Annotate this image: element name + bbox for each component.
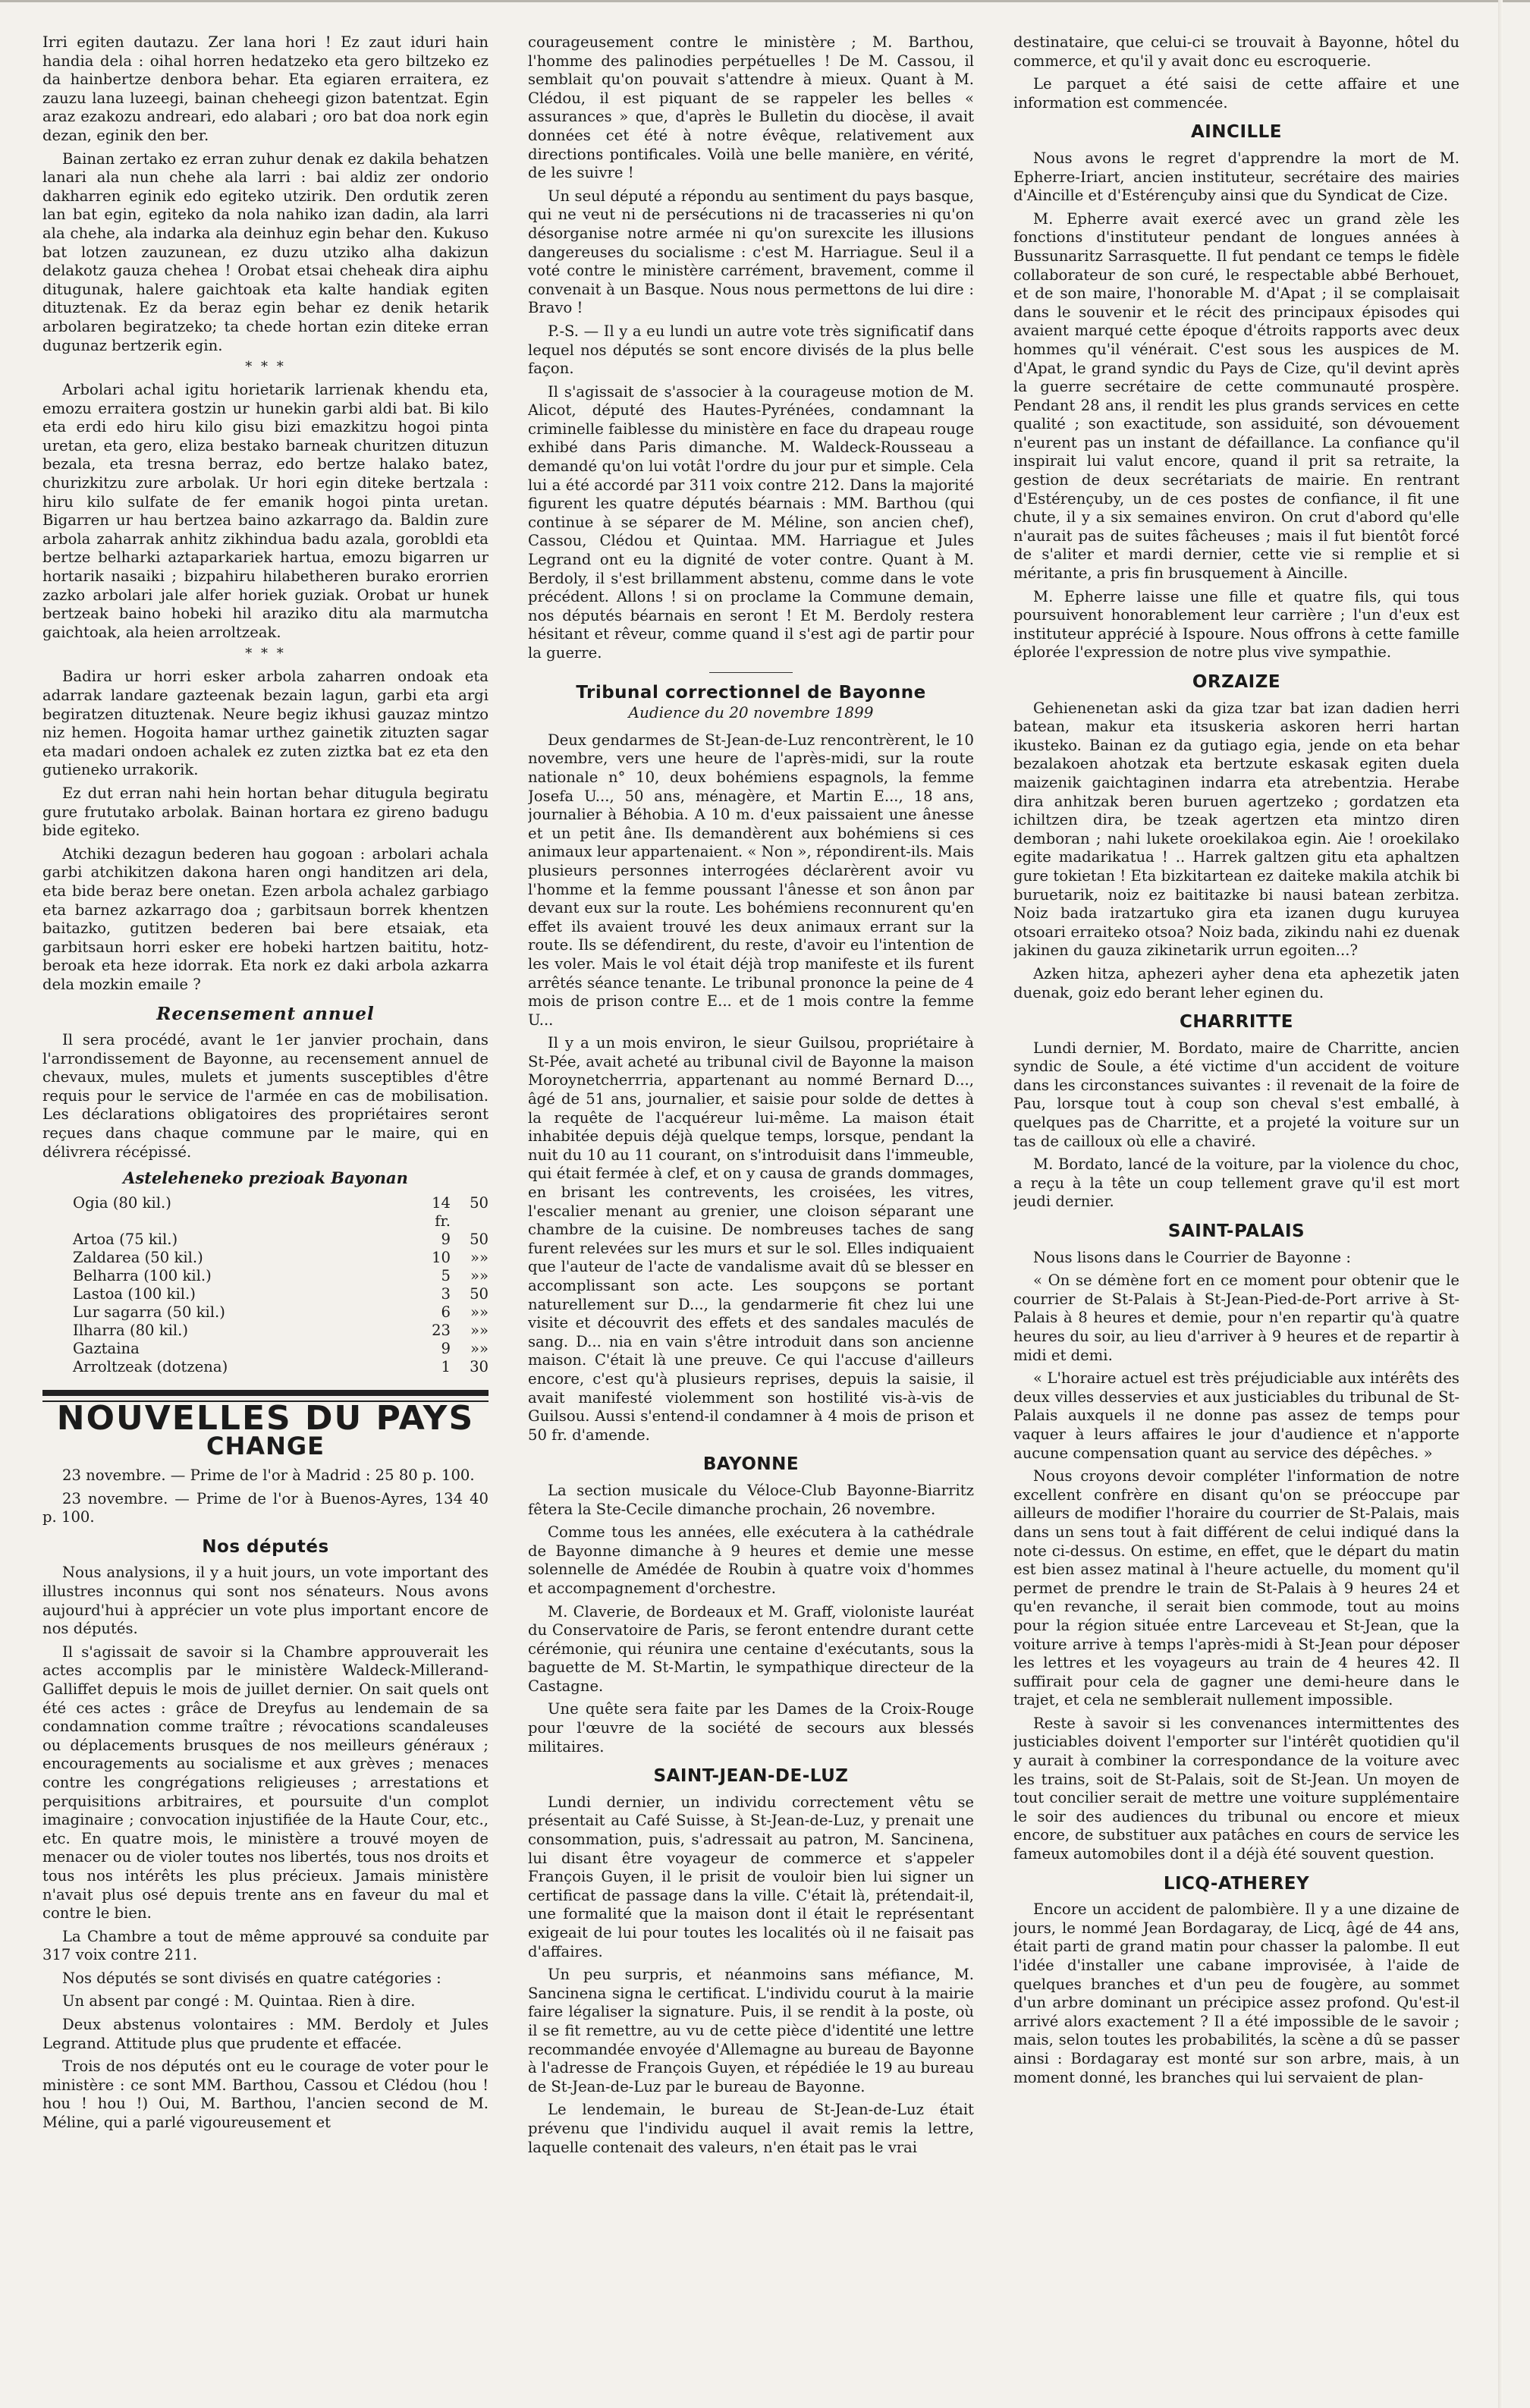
paragraph: Azken hitza, aphezeri ayher dena eta aphezetik jaten duenak, goiz edo berant leher eginen du.	[1013, 964, 1459, 1001]
paragraph: Nos députés se sont divisés en quatre catégories :	[62, 1969, 441, 1987]
paragraph: Ez dut erran nahi hein hortan behar ditugula begiratu gure frututako arbolak. Bainan hortara ez gireno badugu bide egiteko.	[42, 784, 489, 840]
price-row	[42, 1267, 489, 1285]
column-2	[528, 33, 974, 2378]
price-cents: »»	[470, 1303, 489, 1321]
section-title-recensement: Recensement annuel	[156, 1003, 375, 1024]
column-3	[1013, 33, 1459, 2378]
price-item: Arroltzeak (dotzena)	[73, 1357, 228, 1375]
paragraph: Atchiki dezagun bederen hau gogoan : arbolari achala garbi atchikitzen dakona haren ongi handitzen ari dela, eta bide beraz bere onetan. Ezen arbola achalez garbiago eta barnez azkarrago doa ; garbitsaun borrek khentzen baitazko, gutitzen bederen bai bere etsaiak, eta garbitsaun horri esker ere hobeki hartzen baititu, hotz-beroak eta heze idorrak. Eta nork ez daki arbola azkarra dela mozkin emaile ?	[42, 844, 489, 993]
paragraph: P.-S. — Il y a eu lundi un autre vote très significatif dans lequel nos députés se sont encore divisés de la plus belle façon.	[528, 322, 974, 378]
paragraph: Encore un accident de palombière. Il y a une dizaine de jours, le nommé Jean Bordagaray, de Licq, âgé de 44 ans, était parti de grand matin pour chasser la palombe. Il eut l'idée d'installer une cabane improvisée, à l'aide de quelques branches et d'un peu de fougère, au sommet d'un arbre dominant un précipice assez profond. Qu'est-il arrivé alors exactement ? Il a été impossible de le savoir ; mais, selon toutes les probabilités, la scène a dû se passer ainsi : Bordagaray est monté sur son arbre, mais, à un moment donné, les branches qui lui servaient de plan-	[1013, 1900, 1459, 2086]
section-title-aincille: AINCILLE	[1190, 122, 1283, 143]
top-edge-rule	[0, 0, 1530, 2]
paragraph: « On se démène fort en ce moment pour obtenir que le courrier de St-Palais à St-Jean-Pied-de-Port arrive à St-Palais à 8 heures et demie, pour n'en repartir qu'à quatre heures du soir, au lieu d'arriver à 9 heures et de repartir à midi et demi.	[1013, 1272, 1459, 1364]
divider	[709, 672, 793, 673]
price-cents: 50	[470, 1230, 489, 1248]
paragraph: « L'horaire actuel est très préjudiciable aux intérêts des deux villes desservies et aux justiciables du tribunal de St-Palais auxquels il ne donne pas assez de temps pour vaquer à leurs affaires le jour d'audience et n'apporte aucune compensation quant au service des dépêches. »	[1013, 1369, 1459, 1462]
paragraph: 23 novembre. — Prime de l'or à Buenos-Ayres, 134 40 p. 100.	[42, 1489, 489, 1526]
price-cents: 30	[470, 1357, 489, 1375]
price-value: 1	[441, 1357, 451, 1375]
price-cents: 50	[470, 1284, 489, 1303]
paragraph: M. Bordato, lancé de la voiture, par la violence du choc, a reçu à la tête un coup tellement grave qu'il est mort jeudi dernier.	[1013, 1155, 1459, 1211]
paragraph: Un peu surpris, et néanmoins sans méfiance, M. Sancinena signa le certificat. L'individu courut à la mairie faire légaliser la signature. Puis, il se rendit à la poste, où il se fit remettre, au vu de cette pièce d'identité une lettre recommandée envoyée d'Allemagne au bureau de Bayonne à l'adresse de François Guyen, et répédiée le 19 au bureau de St-Jean-de-Luz par le bureau de Bayonne.	[528, 1966, 974, 2095]
price-cents: »»	[470, 1248, 489, 1266]
price-item: Belharra (100 kil.)	[73, 1266, 212, 1284]
paragraph: Arbolari achal igitu horietarik larrienak khendu eta, emozu erraitera gostzin ur hunekin garbi aldi bat. Bi kilo eta erdi edo hiru kilo gisu bizi emazkitzu hogoi pinta uretan, eta gero, eliza bestako barneak churitzen dituzun bezala, eta tresna berraz, edo bertze halako batez, churizkitzu zure arbolak. Ur hori egin diteke bertzala : hiru kilo sulfate de fer emanik hogoi pinta uretan. Bigarren ur hau bertzea baino azkarrago da. Baldin zure arbola zaharrak anhitz zikhindua badu azala, gorobldi eta bertze belharki aztaparkariek hartua, emozu bigarren ur hortarik nasaiki ; bizpahiru hilabetheren burako erorrien zazko arbolari jale alfer horiek guziak. Orobat ur hunek bertzeak baino hobeki hil araziko ditu ala marmutcha gaichtoak, ala heien arroltzeak.	[42, 381, 489, 641]
paragraph: Une quête sera faite par les Dames de la Croix-Rouge pour l'œuvre de la société de secours aux blessés militaires.	[528, 1700, 974, 1756]
newspaper-page	[42, 33, 1491, 2378]
paragraph: Nous avons le regret d'apprendre la mort de M. Epherre-Iriart, ancien instituteur, secrétaire des mairies d'Aincille et d'Estérençuby ainsi que du Syndicat de Cize.	[1013, 149, 1459, 205]
section-title-bayonne: BAYONNE	[702, 1454, 800, 1475]
price-value: 10	[432, 1248, 451, 1266]
banner-rule	[42, 1390, 489, 1396]
section-title-change: CHANGE	[206, 1432, 325, 1461]
paragraph: Un absent par congé : M. Quintaa. Rien à dire.	[62, 1992, 416, 2010]
paragraph: La section musicale du Véloce-Club Bayonne-Biarritz fêtera la Ste-Cecile dimanche prochain, 26 novembre.	[528, 1481, 974, 1518]
paragraph: Lundi dernier, M. Bordato, maire de Charritte, ancien syndic de Soule, a été victime d'un accident de voiture dans les circonstances suivantes : il revenait de la foire de Pau, lorsque tout à coup son cheval s'est emballé, à quelques pas de Charritte, et a projeté la voiture sur un tas de cailloux où elle a chaviré.	[1013, 1039, 1459, 1150]
price-value: 9	[441, 1339, 451, 1357]
paragraph: M. Epherre avait exercé avec un grand zèle les fonctions d'instituteur pendant de longues années à Bussunaritz Sarrasquette. Il fut pendant ce temps le fidèle collaborateur de son curé, le respectable abbé Berhouet, et de son maire, l'honorable M. d'Apat ; il se complaisait dans le souvenir et le récit des principaux épisodes qui avaient marqué cette époque d'étroits rapports avec deux hommes qu'il vénérait. C'est sous les auspices de M. d'Apat, le grand syndic du Pays de Cize, qu'il devint après la guerre secrétaire de cette communauté prospère. Pendant 28 ans, il rendit les plus grands services en cette qualité ; son exactitude, son assiduité, son dévouement n'eurent pas un instant de défaillance. La confiance qu'il inspirait lui valut encore, quand il prit sa retraite, la gestion de deux secrétariats de mairie. En rentrant d'Estérençuby, un de ces postes de confiance, il fit une chute, il y a six semaines environ. On crut d'abord qu'elle n'aurait pas de suites fâcheuses ; mais il fut bientôt forcé de s'aliter et mardi dernier, cette vie si remplie et si méritante, a pris fin brusquement à Aincille.	[1013, 209, 1459, 583]
paragraph: Le lendemain, le bureau de St-Jean-de-Luz était prévenu que l'individu auquel il avait remis la lettre, laquelle contenait des valeurs, n'en était pas le vrai	[528, 2101, 974, 2156]
paragraph: Nous lisons dans le Courrier de Bayonne :	[1033, 1248, 1351, 1266]
section-subtitle-audience: Audience du 20 novembre 1899	[628, 703, 874, 722]
paragraph: M. Claverie, de Bordeaux et M. Graff, violoniste lauréat du Conservatoire de Paris, se feront entendre durant cette cérémonie, qui réunira une centaine d'exécutants, sous la baguette de M. St-Martin, le sympathique directeur de la Castagne.	[528, 1602, 974, 1695]
paragraph: courageusement contre le ministère ; M. Barthou, l'homme des palinodies perpétuelles ! De M. Cassou, il semblait qu'on pouvait s'attendre à mieux. Quant à M. Clédou, il est piquant de se rappeler les belles « assurances » que, d'après le Bulletin du diocèse, il avait données cet été à notre évêque, relativement aux directions pontificales. Voilà une belle manière, en vérité, de les suivre !	[528, 33, 974, 182]
paragraph: Il y a un mois environ, le sieur Guilsou, propriétaire à St-Pée, avait acheté au tribunal civil de Bayonne la maison Moroynetcherrria, appartenant au nommé Bernard D..., âgé de 51 ans, journalier, et saisie pour solde de dettes à la requête de l'acquéreur lui-même. La maison était inhabitée depuis déjà quelque temps, lorsque, pendant la nuit du 10 au 11 courant, on s'introduisit dans l'immeuble, qui était fermée à clef, et on y causa de grands dommages, en brisant les contrevents, les croisées, les vitres, l'escalier menant au grenier, une cloison séparant une chambre de la cuisine. De nombreuses taches de sang furent relevées sur les murs et sur le sol. Elles indiquaient que l'auteur de l'acte de vandalisme avait dû se blesser en accomplissant son acte. Les soupçons se portant naturellement sur D..., la gendarmerie fit chez lui une visite et découvrit des effets et des sandales maculés de sang. D... nia en vain s'être introduit dans son ancienne maison. C'était là une preuve. Ce qui l'accuse d'ailleurs encore, c'est qu'à plusieurs reprises, depuis la saisie, il avait manifesté violemment son hostilité vis-à-vis de Guilsou. Aussi s'entend-il condamner à 4 mois de prison et 50 fr. d'amende.	[528, 1034, 974, 1444]
section-title-saint-palais: SAINT-PALAIS	[1167, 1221, 1305, 1242]
paragraph: Il sera procédé, avant le 1er janvier prochain, dans l'arrondissement de Bayonne, au recensement annuel de chevaux, mules, mulets et juments susceptibles d'être requis pour le service de l'armée en cas de mobilisation. Les déclarations obligatoires des propriétaires seront reçues dans chaque commune par le maire, qui en délivrera récépissé.	[42, 1031, 489, 1161]
paragraph: Bainan zertako ez erran zuhur denak ez dakila behatzen lanari ala nun chehe ala larri : bai aldiz zer ondorio dakharren eginik edo egiteko utzirik. Den ordutik zeren lan bat egin, egiteko da nola nahiko izan dadin, ala larri ala chehe, ala indarka ala deinhuz egin behar den. Kukuso bat lotzen zauzunean, ez duzu utziko alha dakizun delakotz gauza chehea ! Orobat etsai cheheak dira aiphu ditugunak, halere gaichtoak eta kalte handiak egiten dituztenak. Ez da beraz egin behar ez denik hetarik arbolaren begiratzeko; ta chede hortan ezin diteke erran dugunaz bertzerik egin.	[42, 149, 489, 354]
price-row	[42, 1303, 489, 1322]
price-cents: »»	[470, 1266, 489, 1284]
paragraph: M. Epherre laisse une fille et quatre fils, qui tous poursuivent honorablement leur carrière ; l'un d'eux est instituteur apprécié à Ispoure. Nous offrons à cette famille éplorée l'expression de notre plus vive sympathie.	[1013, 587, 1459, 662]
price-item: Gaztaina	[73, 1339, 140, 1357]
price-row	[42, 1249, 489, 1267]
price-row	[42, 1285, 489, 1303]
section-title-saint-jean-de-luz: SAINT-JEAN-DE-LUZ	[653, 1766, 849, 1787]
section-title-tribunal: Tribunal correctionnel de Bayonne	[576, 682, 926, 703]
price-item: Zaldarea (50 kil.)	[73, 1248, 203, 1266]
page-fold-shadow	[1498, 0, 1503, 2408]
separator-stars: * * *	[245, 359, 286, 376]
paragraph: 23 novembre. — Prime de l'or à Madrid : 25 80 p. 100.	[62, 1466, 475, 1485]
section-title-charritte: CHARRITTE	[1179, 1012, 1294, 1033]
price-value: 6	[441, 1303, 451, 1321]
section-title-deputes: Nos députés	[202, 1536, 329, 1557]
paragraph: Irri egiten dautazu. Zer lana hori ! Ez zaut iduri hain handia dela : oihal horren hedatzeko eta gero biltzeko ez da hainbertze denbora behar. Eta egiaren erraitera, ez zauzu lana luzeegi, bainan cheheegi gizon batentzat. Egin araz ezakozu andreari, edo alabari ; oro bat doa nork egin dezan, eginik den ber.	[42, 33, 489, 144]
price-table	[42, 1194, 489, 1376]
price-cents: 50	[470, 1193, 489, 1212]
paragraph: Un seul député a répondu au sentiment du pays basque, qui ne veut ni de persécutions ni de tracasseries ni qu'on désorganise notre armée ni qu'on surexcite les illusions dangereuses du socialisme : c'est M. Harriague. Seul il a voté contre le ministère carrément, bravement, comme il convenait à un Basque. Nous nous permettons de lui dire : Bravo !	[528, 187, 974, 317]
paragraph: Lundi dernier, un individu correctement vêtu se présentait au Café Suisse, à St-Jean-de-Luz, y prenait une consommation, puis, s'adressait au patron, M. Sancinena, lui disant être voyageur de commerce et s'appeler François Guyen, il le prisit de vouloir bien lui signer un certificat de passage dans la ville. C'était là, prétendait-il, une formalité que la maison dont il était le représentant exigeait de lui pour toutes les localités où il ne faisait pas d'affaires.	[528, 1793, 974, 1960]
price-value: 5	[441, 1266, 451, 1284]
price-table-title: Asteleheneko prezioak Bayonan	[123, 1168, 408, 1188]
paragraph: Le parquet a été saisi de cette affaire et une information est commencée.	[1013, 75, 1459, 112]
price-value: 9	[441, 1230, 451, 1248]
price-row	[42, 1231, 489, 1249]
price-value: 23	[432, 1321, 451, 1339]
price-item: Lastoa (100 kil.)	[73, 1284, 196, 1303]
paragraph: Nous croyons devoir compléter l'information de notre excellent confrère en disant qu'on se préoccupe par ailleurs de modifier l'horaire du courrier de St-Palais, mais dans un sens tout à fait différent de celui indiqué dans la note ci-dessus. On estime, en effet, que le départ du matin est bien assez matinal à l'heure actuelle, du moment qu'il permet de prendre le train de St-Palais à 9 heures 24 et qu'en revanche, il serait bien commode, tout au moins pour la région située entre Larceveau et St-Jean, que la voiture arrive à temps l'après-midi à St-Jean pour déposer les lettres et les voyageurs au train de 4 heures 42. Il suffirait pour cela de gagner une demi-heure dans le trajet, et cela ne semblerait nullement impossible.	[1013, 1467, 1459, 1709]
paragraph: Comme tous les années, elle exécutera à la cathédrale de Bayonne dimanche à 9 heures et demie une messe solennelle de Amédée de Roubin à quatre voix d'hommes et accompagnement d'orchestre.	[528, 1523, 974, 1597]
price-value: 3	[441, 1284, 451, 1303]
paragraph: Badira ur horri esker arbola zaharren ondoak eta adarrak landare gazteenak bezain lagun, garbi eta argi begiratzen dituztenak. Neure begiz ikhusi gauzaz mintzo niz hemen. Hogoita hamar urthez gainetik zituzten sagar eta madari ondoen achalek ez zuten ziztka bat ez eta den gutieneko urrakorik.	[42, 668, 489, 779]
section-banner-nouvelles: NOUVELLES DU PAYS	[56, 1398, 475, 1438]
price-item: Lur sagarra (50 kil.)	[73, 1303, 225, 1321]
column-1	[42, 33, 489, 2378]
section-title-licq-atherey: LICQ-ATHEREY	[1163, 1873, 1310, 1894]
paragraph: Nous analysions, il y a huit jours, un vote important des illustres inconnus qui sont nos sénateurs. Nous avons aujourd'hui à apprécier un vote plus important encore de nos députés.	[42, 1564, 489, 1638]
price-item: Artoa (75 kil.)	[73, 1230, 178, 1248]
paragraph: destinataire, que celui-ci se trouvait à Bayonne, hôtel du commerce, et qu'il y avait donc eu escroquerie.	[1013, 33, 1459, 70]
separator-stars: * * *	[245, 646, 286, 662]
paragraph: Deux abstenus volontaires : MM. Berdoly et Jules Legrand. Attitude plus que prudente et effacée.	[42, 2016, 489, 2052]
price-item: Ogia (80 kil.)	[73, 1193, 171, 1212]
price-row	[42, 1322, 489, 1340]
paragraph: La Chambre a tout de même approuvé sa conduite par 317 voix contre 211.	[42, 1927, 489, 1964]
price-value: 14 fr.	[432, 1193, 451, 1230]
price-item: Ilharra (80 kil.)	[73, 1321, 189, 1339]
price-row	[42, 1340, 489, 1358]
paragraph: Reste à savoir si les convenances intermittentes des justiciables doivent l'emporter sur l'intérêt quotidien qu'il y aurait à combiner la correspondance de la voiture avec les trains, soit de St-Palais, soit de St-Jean. Un moyen de tout concilier serait de mettre une voiture supplémentaire le soir des audiences du tribunal ou encore et mieux encore, de substituer aux patâches en cours de service les fameux automobiles dont il a déjà été souvent question.	[1013, 1714, 1459, 1863]
price-cents: »»	[470, 1321, 489, 1339]
paragraph: Trois de nos députés ont eu le courage de voter pour le ministère : ce sont MM. Barthou, Cassou et Clédou (hou ! hou ! hou !) Oui, M. Barthou, l'ancien second de M. Méline, qui a parlé vigoureusement et	[42, 2057, 489, 2132]
paragraph: Gehienenetan aski da giza tzar bat izan dadien herri batean, makur eta itsuskeria askoren herri hartan ikusteko. Bainan ez da gutiago egia, jende on eta behar bezalakoen ahotzak eta bertzute eskasak egiten duela maizenik gaichtaginen indarra eta atrebentzia. Herabe dira anhitzak beren buruen agertzeko ; gordatzen eta ichiltzen dira, be tzeak agertzen eta mintzo diren demboran ; nahi lukete oroekilakoa egin. Aie ! oroekilako egite madarikatua ! .. Harrek galtzen gitu eta aphaltzen gure tokietan ! Eta bizkitartean ez daiteke makila atchik bi buruetarik, noiz ez baititazke bi nausi batean zerbitza. Noiz bada iratzartuko gira eta izanen dugu kuruyea otsoari erraiteko otsoa? Noiz bada, zikindu nahi ez duenak jakinen du gauza zikinetarik urrun egoiten...?	[1013, 699, 1459, 960]
price-row	[42, 1358, 489, 1376]
paragraph: Il s'agissait de s'associer à la courageuse motion de M. Alicot, député des Hautes-Pyrénées, condamnant la criminelle faiblesse du ministère en face du drapeau rouge exhibé dans Paris dimanche. M. Waldeck-Rousseau a demandé qu'on lui votât l'ordre du jour pur et simple. Cela lui a été accordé par 311 voix contre 212. Dans la majorité figurent les quatre députés béarnais : MM. Barthou (qui continue à se séparer de M. Méline, son ancien chef), Cassou, Clédou et Quintaa. MM. Harriague et Jules Legrand ont eu la dignité de voter contre. Quant à M. Berdoly, il s'est brillamment abstenu, comme dans le vote précédent. Allons ! si on proclame la Commune demain, nos députés béarnais en seront ! Et M. Berdoly restera hésitant et rêveur, comme quand il s'est agi de partir pour la guerre.	[528, 382, 974, 662]
price-cents: »»	[470, 1339, 489, 1357]
paragraph: Deux gendarmes de St-Jean-de-Luz rencontrèrent, le 10 novembre, vers une heure de l'après-midi, sur la route nationale n° 10, deux bohémiens espagnols, la femme Josefa U..., 50 ans, ménagère, et Martin E..., 18 ans, journalier à Béhobia. A 10 m. d'eux paissaient une ânesse et un petit âne. Ils demandèrent aux bohémiens si ces animaux leur appartenaient. « Non », répondirent-ils. Mais plusieurs personnes interrogées déclarèrent avoir vu l'homme et la femme poussant l'ânesse et son ânon par devant eux sur la route. Les bohémiens reconnurent qu'en effet ils avaient trouvé les deux animaux errant sur la route. Ils se défendirent, du reste, d'avoir eu l'intention de les voler. Mais le vol était déjà trop manifeste et ils furent arrêtés séance tenante. Le tribunal prononce la peine de 4 mois de prison contre E... et de 1 mois contre la femme U...	[528, 731, 974, 1029]
section-title-orzaize: ORZAIZE	[1192, 672, 1281, 692]
price-row	[42, 1194, 489, 1231]
paragraph: Il s'agissait de savoir si la Chambre approuverait les actes accomplis par le ministère Waldeck-Millerand-Galliffet depuis le mois de juillet dernier. On sait quels ont été ces actes : grâce de Dreyfus au lendemain de sa condamnation comme traître ; révocations scandaleuses ou déplacements brusques de nos meilleurs généraux ; encouragements au socialisme et aux grèves ; menaces contre les congrégations religieuses ; arrestations et perquisitions arbitraires, et poursuite d'un complot imaginaire ; convocation injustifiée de la Haute Cour, etc., etc. En quatre mois, le ministère a trouvé moyen de menacer ou de violer toutes nos libertés, tous nos droits et tous nos intérêts les plus précieux. Jamais ministère n'avait plus osé depuis trente ans en faveur du mal et contre le bien.	[42, 1643, 489, 1922]
